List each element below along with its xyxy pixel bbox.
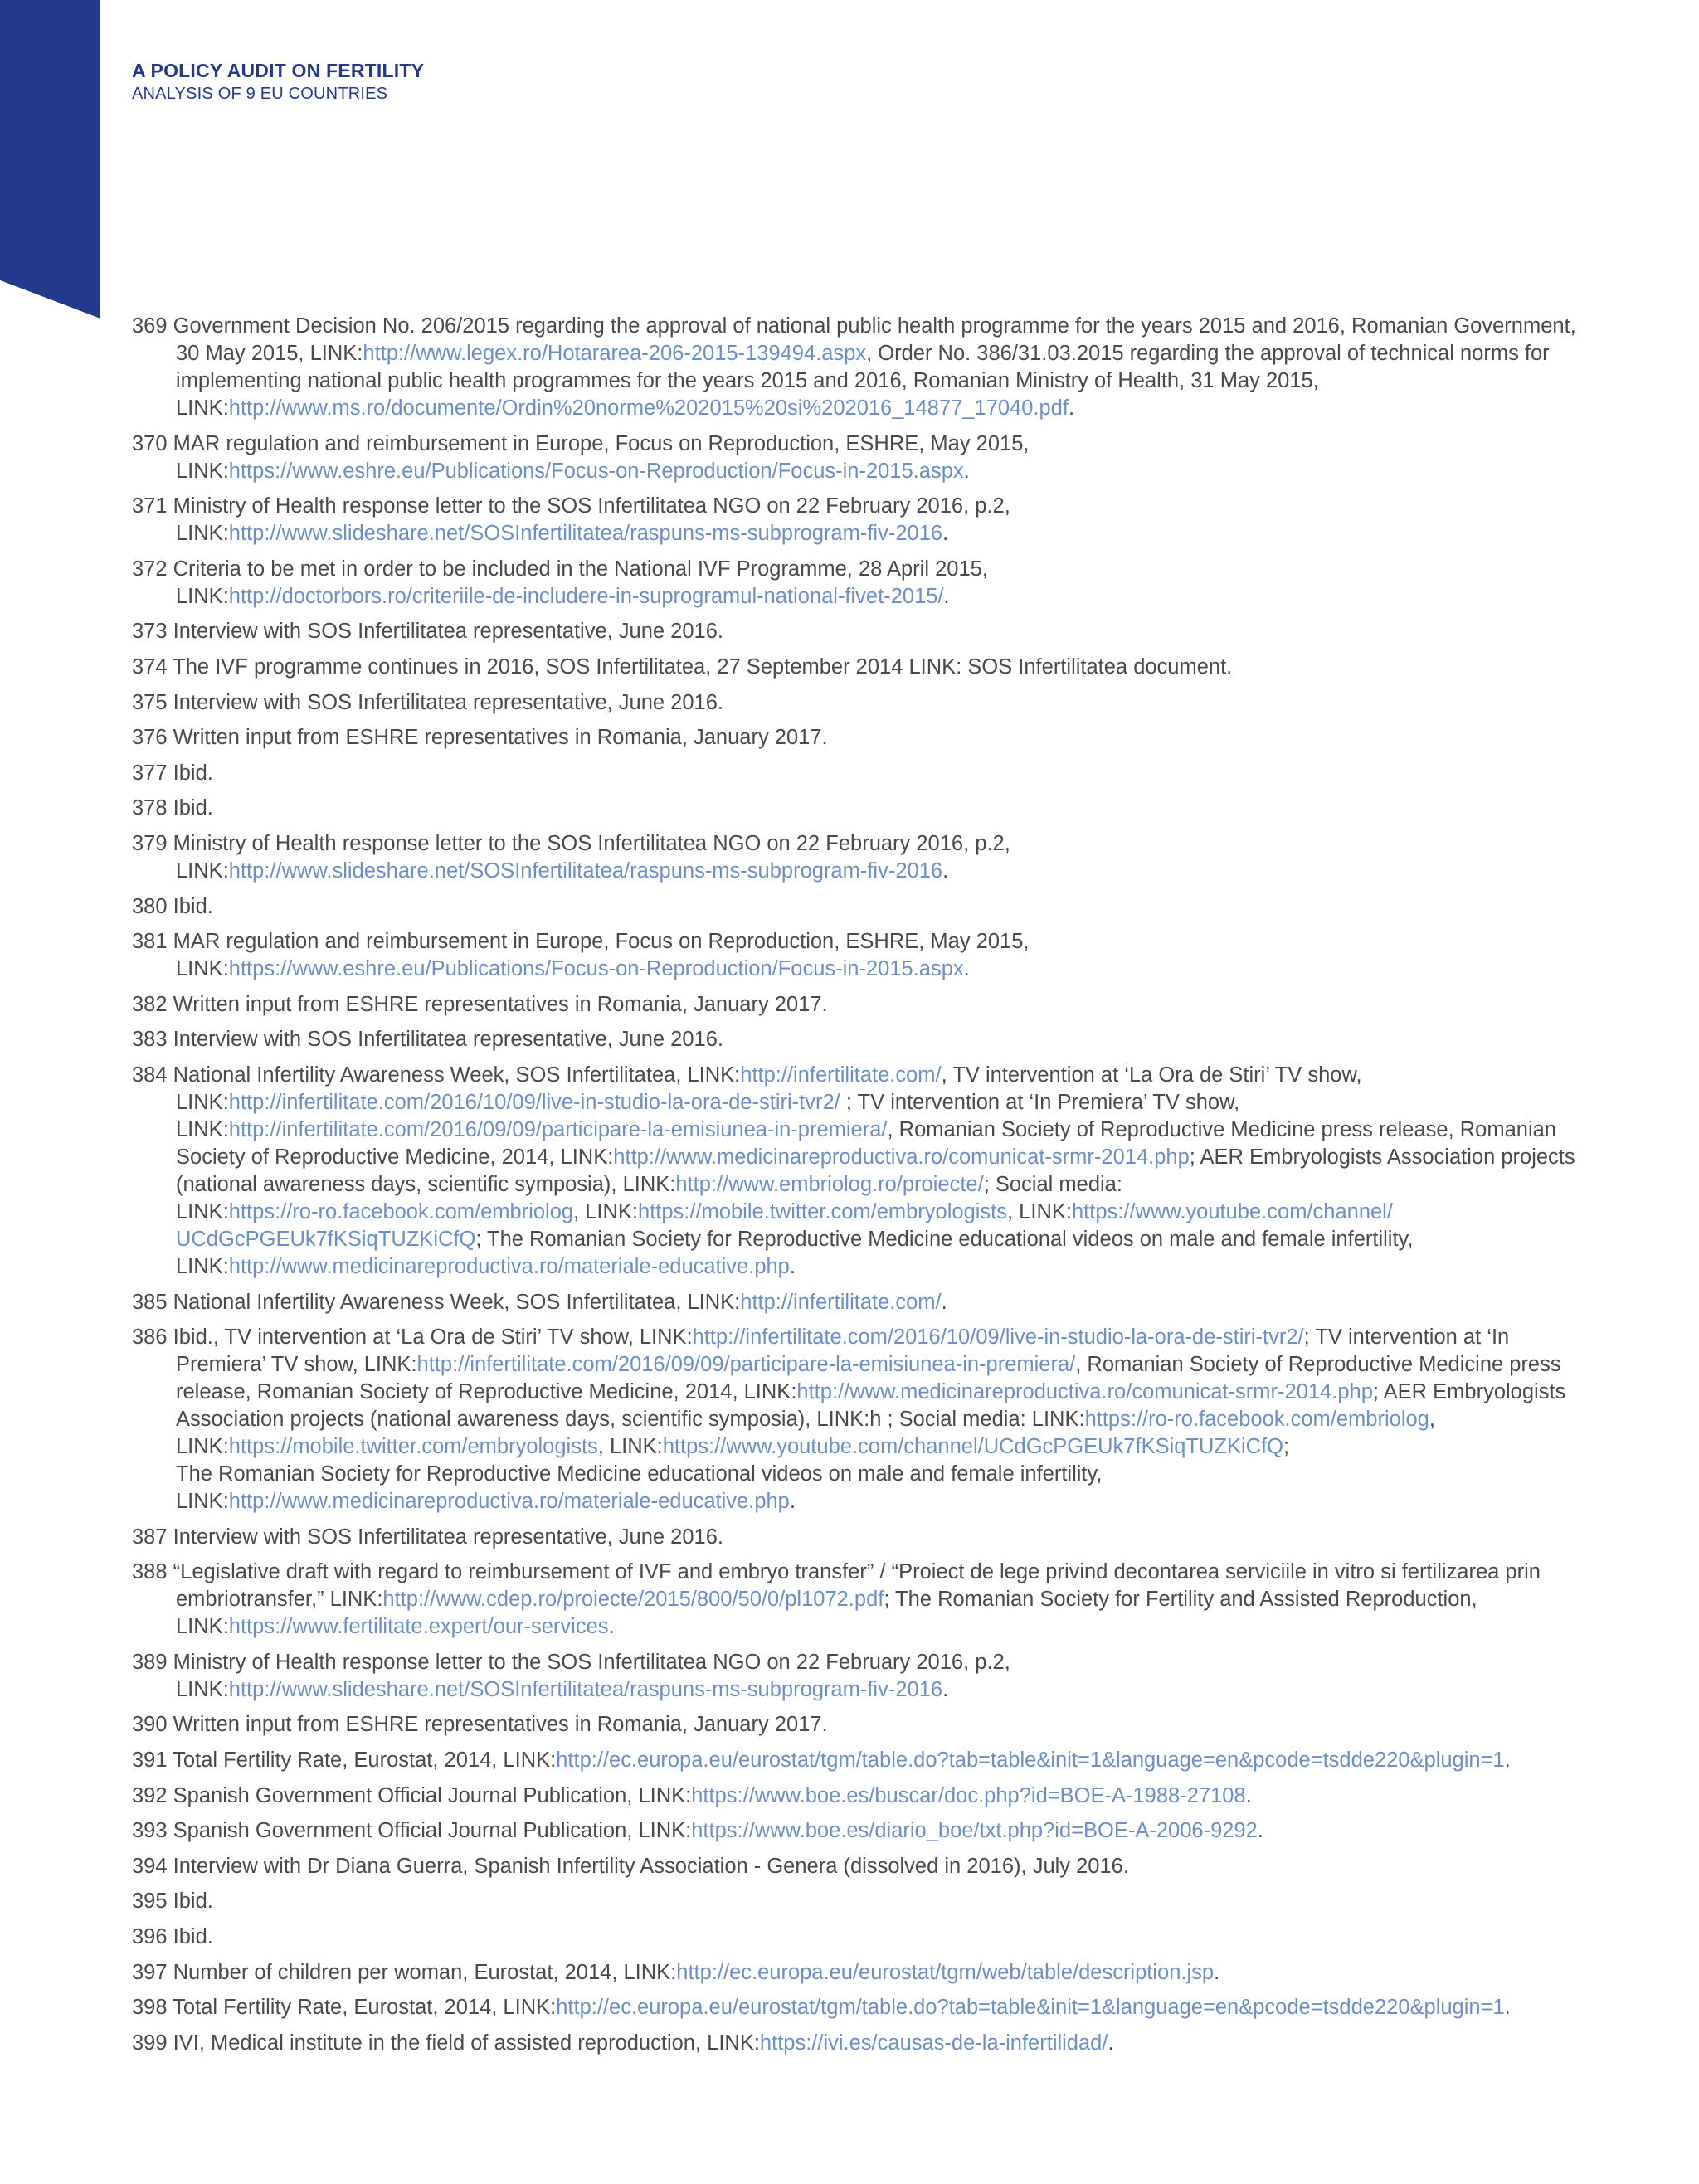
footnote-number: 394 bbox=[132, 1854, 168, 1878]
footnote-text: LINK: bbox=[176, 859, 229, 883]
footnote-text: , Order No. 386/31.03.2015 regarding the approval of technical norms for implementing national public health programmes for the years 2015 and 2016, Romanian Ministry of Health, 31 May 2015, LINK: bbox=[176, 342, 1550, 420]
footnote-text: . bbox=[1245, 1783, 1252, 1807]
footnote-number: 381 bbox=[132, 930, 168, 954]
footnote-text: Total Fertility Rate, Eurostat, 2014, LINK: bbox=[173, 1749, 557, 1773]
footnote-text: LINK: bbox=[176, 1199, 229, 1223]
footnote-376 bbox=[132, 724, 1592, 752]
footnote-370 bbox=[132, 430, 1592, 485]
footnote-text: Interview with SOS Infertilitatea representative, June 2016. bbox=[173, 620, 723, 644]
footnote-372 bbox=[132, 556, 1592, 610]
footnote-text: LINK: bbox=[176, 584, 229, 608]
footnote-link[interactable]: https://mobile.twitter.com/embryologists bbox=[228, 1435, 598, 1459]
footnote-text: . bbox=[1214, 1960, 1220, 1984]
footnote-382 bbox=[132, 991, 1592, 1019]
footnote-text: . bbox=[1068, 396, 1075, 420]
footnote-link[interactable]: https://www.fertilitate.expert/our-services bbox=[228, 1615, 609, 1639]
footnote-number: 393 bbox=[132, 1819, 168, 1843]
footnote-number: 391 bbox=[132, 1749, 168, 1773]
footnote-text: ; The Romanian Society for Reproductive Medicine educational videos on male and female infertility, bbox=[475, 1227, 1414, 1251]
footnote-link[interactable]: http://infertilitate.com/ bbox=[740, 1063, 942, 1087]
footnote-number: 370 bbox=[132, 431, 168, 455]
footnote-396 bbox=[132, 1924, 1592, 1951]
footnote-number: 369 bbox=[132, 314, 168, 338]
footnote-link[interactable]: http://www.medicinareproductiva.ro/materiale-educative.php bbox=[228, 1254, 790, 1278]
footnote-392 bbox=[132, 1783, 1592, 1810]
footnote-text: Number of children per woman, Eurostat, 2014, LINK: bbox=[173, 1960, 677, 1984]
footnote-link[interactable]: UCdGcPGEUk7fKSiqTUZKiCfQ bbox=[176, 1227, 476, 1251]
footnote-number: 397 bbox=[132, 1960, 168, 1984]
footnote-text: “Legislative draft with regard to reimbursement of IVF and embryo transfer” / “Proiect de lege privind decontarea serviciile in vitro si fertilizarea prin embriotransfer,” LINK: bbox=[173, 1560, 1541, 1612]
footnote-link[interactable]: http://infertilitate.com/ bbox=[740, 1290, 942, 1314]
footnote-text: Interview with SOS Infertilitatea representative, June 2016. bbox=[173, 690, 723, 714]
footnote-text: , Romanian Society of Reproductive Medicine press release, Romanian Society of Reproductive Medicine, 2014, LINK: bbox=[176, 1117, 1556, 1169]
footnote-link[interactable]: http://www.ms.ro/documente/Ordin%20norme%202015%20si%202016_14877_17040.pdf bbox=[228, 396, 1069, 420]
footnote-link[interactable]: http://infertilitate.com/2016/10/09/live-in-studio-la-ora-de-stiri-tvr2/ bbox=[228, 1090, 840, 1114]
footnote-text: . bbox=[963, 459, 970, 483]
footnote-text: LINK: bbox=[176, 1490, 229, 1514]
footnote-385 bbox=[132, 1289, 1592, 1316]
footnote-number: 380 bbox=[132, 894, 168, 918]
footnote-text: . bbox=[941, 1290, 947, 1314]
footnote-text: LINK: bbox=[176, 957, 229, 981]
footnote-number: 376 bbox=[132, 726, 168, 750]
footnote-397 bbox=[132, 1959, 1592, 1987]
footnote-text: Interview with SOS Infertilitatea representative, June 2016. bbox=[173, 1525, 723, 1549]
footnote-371 bbox=[132, 493, 1592, 547]
footnote-number: 398 bbox=[132, 1996, 168, 2020]
footnote-link[interactable]: https://www.youtube.com/channel/UCdGcPGEUk7fKSiqTUZKiCfQ bbox=[662, 1435, 1284, 1459]
footnote-link[interactable]: https://www.eshre.eu/Publications/Focus-on-Reproduction/Focus-in-2015.aspx bbox=[228, 459, 964, 483]
footnote-link[interactable]: http://doctorbors.ro/criteriile-de-includere-in-suprogramul-national-fivet-2015/ bbox=[228, 584, 944, 608]
footnote-link[interactable]: http://www.cdep.ro/proiecte/2015/800/50/0/pl1072.pdf bbox=[382, 1588, 884, 1612]
footnote-link[interactable]: http://www.medicinareproductiva.ro/comunicat-srmr-2014.php bbox=[613, 1145, 1190, 1169]
footnote-text: ; AER Embryologists Association projects (national awareness days, scientific symposia), LINK: bbox=[176, 1145, 1575, 1196]
footnote-377 bbox=[132, 760, 1592, 787]
footnote-text: . bbox=[942, 522, 949, 546]
footnote-text: The Romanian Society for Reproductive Medicine educational videos on male and female infertility, bbox=[176, 1462, 1103, 1486]
footnote-text: , Romanian Society of Reproductive Medicine press release, Romanian Society of Reproductive Medicine, 2014, LINK: bbox=[176, 1353, 1561, 1404]
footnote-number: 374 bbox=[132, 654, 168, 679]
footnote-number: 378 bbox=[132, 796, 168, 820]
footnote-link[interactable]: http://www.slideshare.net/SOSInfertilitatea/raspuns-ms-subprogram-fiv-2016 bbox=[228, 1677, 943, 1701]
footnote-text: . bbox=[608, 1615, 615, 1639]
footnote-text: Written input from ESHRE representatives in Romania, January 2017. bbox=[173, 726, 828, 750]
footnote-text: LINK: bbox=[176, 1254, 229, 1278]
footnote-number: 387 bbox=[132, 1525, 168, 1549]
footnote-text: ; TV intervention at ‘In Premiera’ TV show, bbox=[840, 1090, 1240, 1114]
footnote-link[interactable]: http://www.slideshare.net/SOSInfertilitatea/raspuns-ms-subprogram-fiv-2016 bbox=[228, 859, 943, 883]
footnote-link[interactable]: http://ec.europa.eu/eurostat/tgm/web/table/description.jsp bbox=[676, 1960, 1215, 1984]
footnote-text: , TV intervention at ‘La Ora de Stiri’ TV show, bbox=[941, 1063, 1362, 1087]
footnote-text: . bbox=[963, 957, 970, 981]
footnote-text: . bbox=[789, 1254, 796, 1278]
footnote-link[interactable]: http://ec.europa.eu/eurostat/tgm/table.do?tab=table&init=1&language=en&pcode=tsdde220&plugin=1 bbox=[556, 1996, 1505, 2020]
footnote-text: LINK: bbox=[176, 459, 229, 483]
footnote-text: The IVF programme continues in 2016, SOS Infertilitatea, 27 September 2014 LINK: SOS Infertilitatea document. bbox=[173, 654, 1233, 679]
footnote-number: 388 bbox=[132, 1560, 168, 1584]
footnote-375 bbox=[132, 689, 1592, 717]
footnote-link[interactable]: http://infertilitate.com/2016/09/09/participare-la-emisiunea-in-premiera/ bbox=[416, 1353, 1076, 1377]
footnote-link[interactable]: https://www.eshre.eu/Publications/Focus-on-Reproduction/Focus-in-2015.aspx bbox=[228, 957, 964, 981]
footnote-369 bbox=[132, 313, 1592, 422]
footnote-text: Ministry of Health response letter to the SOS Infertilitatea NGO on 22 February 2016, p.2, bbox=[173, 831, 1010, 855]
footnote-number: 379 bbox=[132, 831, 168, 855]
document-subtitle: ANALYSIS OF 9 EU COUNTRIES bbox=[132, 85, 388, 103]
footnote-number: 389 bbox=[132, 1650, 168, 1674]
footnote-text: , LINK: bbox=[597, 1435, 663, 1459]
footnote-number: 385 bbox=[132, 1290, 168, 1314]
footnote-text: ; The Romanian Society for Fertility and Assisted Reproduction, LINK: bbox=[176, 1588, 1477, 1639]
footnote-text: , LINK: bbox=[1007, 1199, 1072, 1223]
footnote-link[interactable]: http://ec.europa.eu/eurostat/tgm/table.do?tab=table&init=1&language=en&pcode=tsdde220&plugin=1 bbox=[556, 1749, 1505, 1773]
footnote-373 bbox=[132, 618, 1592, 645]
footnote-text: ; bbox=[1283, 1435, 1290, 1459]
footnote-text: Interview with Dr Diana Guerra, Spanish Infertility Association - Genera (dissolved in 2016), July 2016. bbox=[173, 1854, 1129, 1878]
running-head bbox=[132, 58, 424, 105]
footnote-text: Criteria to be met in order to be included in the National IVF Programme, 28 April 2015, bbox=[173, 557, 988, 581]
footnote-386 bbox=[132, 1324, 1592, 1515]
footnote-text: LINK: bbox=[176, 1677, 229, 1701]
footnote-text: Ibid., TV intervention at ‘La Ora de Stiri’ TV show, LINK: bbox=[173, 1325, 693, 1350]
footnote-link[interactable]: https://ivi.es/causas-de-la-infertilidad/ bbox=[759, 2031, 1108, 2055]
footnote-text: . bbox=[1504, 1996, 1511, 2020]
footnote-link[interactable]: http://www.medicinareproductiva.ro/materiale-educative.php bbox=[228, 1490, 790, 1514]
footnote-384 bbox=[132, 1062, 1592, 1281]
footnote-text: Interview with SOS Infertilitatea representative, June 2016. bbox=[173, 1028, 723, 1052]
footnote-383 bbox=[132, 1026, 1592, 1053]
footnote-390 bbox=[132, 1711, 1592, 1739]
footnote-379 bbox=[132, 830, 1592, 885]
footnote-374 bbox=[132, 654, 1592, 681]
footnote-text: National Infertility Awareness Week, SOS Infertilitatea, LINK: bbox=[173, 1290, 741, 1314]
footnote-text: Ibid. bbox=[173, 796, 213, 820]
footnote-link[interactable]: http://infertilitate.com/2016/10/09/live-in-studio-la-ora-de-stiri-tvr2/ bbox=[692, 1325, 1304, 1350]
footnote-text: , LINK: bbox=[573, 1199, 639, 1223]
footnote-number: 390 bbox=[132, 1713, 168, 1737]
footnote-text: Ibid. bbox=[173, 894, 213, 918]
footnote-391 bbox=[132, 1747, 1592, 1774]
footnotes-list bbox=[132, 313, 1592, 2065]
footnote-389 bbox=[132, 1649, 1592, 1704]
footnote-number: 392 bbox=[132, 1783, 168, 1807]
footnote-387 bbox=[132, 1524, 1592, 1551]
footnote-text: . bbox=[1504, 1749, 1511, 1773]
footnote-number: 383 bbox=[132, 1028, 168, 1052]
footnote-text: LINK: bbox=[176, 522, 229, 546]
footnote-number: 373 bbox=[132, 620, 168, 644]
footnote-378 bbox=[132, 795, 1592, 822]
footnote-link[interactable]: http://infertilitate.com/2016/09/09/participare-la-emisiunea-in-premiera/ bbox=[228, 1117, 888, 1141]
footnote-text: . bbox=[789, 1490, 796, 1514]
footnote-395 bbox=[132, 1888, 1592, 1915]
footnote-text: Spanish Government Official Journal Publication, LINK: bbox=[173, 1819, 692, 1843]
footnote-398 bbox=[132, 1994, 1592, 2021]
footnote-number: 377 bbox=[132, 761, 168, 785]
footnote-text: Written input from ESHRE representatives in Romania, January 2017. bbox=[173, 1713, 828, 1737]
footnote-text: Ministry of Health response letter to the SOS Infertilitatea NGO on 22 February 2016, p.2, bbox=[173, 1650, 1010, 1674]
document-title: A POLICY AUDIT ON FERTILITY bbox=[132, 60, 425, 81]
footnote-number: 395 bbox=[132, 1890, 168, 1914]
footnote-link[interactable]: http://www.slideshare.net/SOSInfertilitatea/raspuns-ms-subprogram-fiv-2016 bbox=[228, 522, 943, 546]
footnote-link[interactable]: https://www.boe.es/buscar/doc.php?id=BOE-A-1988-27108 bbox=[691, 1783, 1246, 1807]
footnote-link[interactable]: http://www.embriolog.ro/proiecte/ bbox=[675, 1172, 984, 1196]
footnote-link[interactable]: https://www.boe.es/diario_boe/txt.php?id=BOE-A-2006-9292 bbox=[691, 1819, 1258, 1843]
footnote-text: . bbox=[943, 584, 950, 608]
footnote-399 bbox=[132, 2030, 1592, 2057]
footnote-text: LINK: bbox=[176, 1117, 229, 1141]
footnote-text: Government Decision No. 206/2015 regarding the approval of national public health programme for the years 2015 and 2016, Romanian Government, 30 May 2015, LINK: bbox=[173, 314, 1576, 365]
footnote-381 bbox=[132, 928, 1592, 983]
footnote-text: MAR regulation and reimbursement in Europe, Focus on Reproduction, ESHRE, May 2015, bbox=[173, 930, 1030, 954]
footnote-number: 396 bbox=[132, 1925, 168, 1949]
footnote-394 bbox=[132, 1853, 1592, 1880]
footnote-text: National Infertility Awareness Week, SOS Infertilitatea, LINK: bbox=[173, 1063, 741, 1087]
footnote-link[interactable]: https://ro-ro.facebook.com/embriolog bbox=[1084, 1408, 1429, 1432]
footnote-text: Written input from ESHRE representatives in Romania, January 2017. bbox=[173, 992, 828, 1016]
footnote-number: 382 bbox=[132, 992, 168, 1016]
footnote-link[interactable]: http://www.legex.ro/Hotararea-206-2015-139494.aspx bbox=[363, 342, 867, 365]
footnote-380 bbox=[132, 893, 1592, 921]
footnote-text: . bbox=[942, 859, 949, 883]
footnote-text: ; AER Embryologists Association projects (national awareness days, scientific symposia), LINK:h ; Social media: LINK: bbox=[176, 1380, 1566, 1432]
footnote-number: 372 bbox=[132, 557, 168, 581]
footnote-393 bbox=[132, 1817, 1592, 1845]
footnote-link[interactable]: http://www.medicinareproductiva.ro/comunicat-srmr-2014.php bbox=[796, 1380, 1373, 1404]
footnote-text: IVI, Medical institute in the field of assisted reproduction, LINK: bbox=[173, 2031, 760, 2055]
footnote-text: Ibid. bbox=[173, 761, 213, 785]
accent-band bbox=[0, 0, 100, 319]
footnote-388 bbox=[132, 1559, 1592, 1641]
footnote-text: Ministry of Health response letter to the SOS Infertilitatea NGO on 22 February 2016, p.2, bbox=[173, 494, 1010, 518]
footnote-text: ; TV intervention at ‘In Premiera’ TV show, LINK: bbox=[176, 1325, 1510, 1377]
footnote-number: 386 bbox=[132, 1325, 168, 1350]
footnote-text: Spanish Government Official Journal Publication, LINK: bbox=[173, 1783, 692, 1807]
footnote-text: Ibid. bbox=[173, 1925, 213, 1949]
footnote-number: 384 bbox=[132, 1063, 168, 1087]
footnote-link[interactable]: https://mobile.twitter.com/embryologists bbox=[638, 1199, 1008, 1223]
footnote-text: MAR regulation and reimbursement in Europe, Focus on Reproduction, ESHRE, May 2015, bbox=[173, 431, 1030, 455]
footnote-text: LINK: bbox=[176, 1090, 229, 1114]
footnote-text: . bbox=[1108, 2031, 1114, 2055]
footnote-link[interactable]: https://www.youtube.com/channel/ bbox=[1071, 1199, 1393, 1223]
footnote-text: Ibid. bbox=[173, 1890, 213, 1914]
footnote-text: . bbox=[942, 1677, 949, 1701]
footnote-text: ; Social media: bbox=[983, 1172, 1122, 1196]
footnote-number: 371 bbox=[132, 494, 168, 518]
footnote-text: . bbox=[1257, 1819, 1263, 1843]
footnote-text: Total Fertility Rate, Eurostat, 2014, LINK: bbox=[173, 1996, 557, 2020]
footnote-number: 399 bbox=[132, 2031, 168, 2055]
footnote-link[interactable]: https://ro-ro.facebook.com/embriolog bbox=[228, 1199, 574, 1223]
footnote-text: , LINK: bbox=[176, 1408, 1435, 1459]
footnote-number: 375 bbox=[132, 690, 168, 714]
